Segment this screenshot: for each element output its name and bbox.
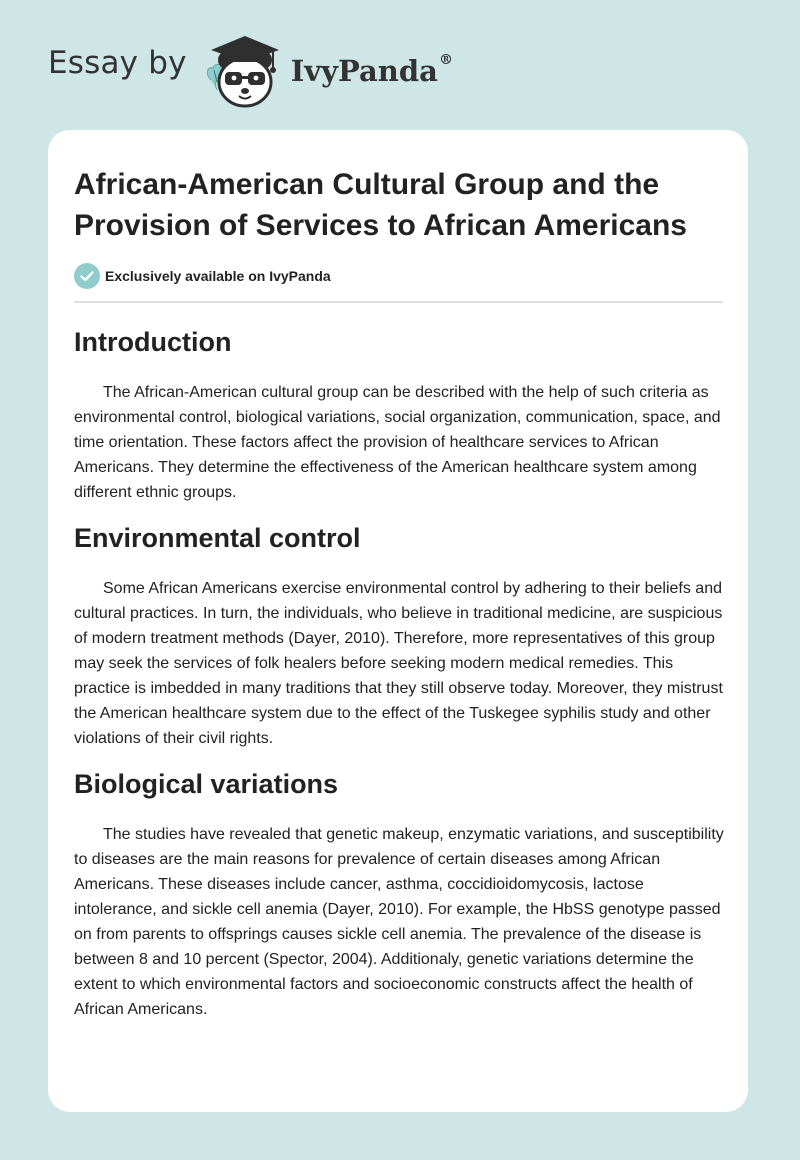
exclusive-badge [74, 263, 722, 289]
essay-card [48, 130, 748, 1112]
registered-mark: ® [438, 52, 453, 68]
essay-by-label: Essay by [48, 45, 187, 81]
section-heading-biological-variations: Biological variations [74, 769, 339, 799]
brand-text: IvyPanda [290, 54, 438, 88]
paragraph-introduction: The African-American cultural group can be described with the help of such criteria as environmental control, biological variations, social organization, communication, space, and time orientation. These factors affect the provision of healthcare services to African Americans. They determine the effectiveness of the American healthcare system among different ethnic groups. [74, 384, 721, 501]
panda-graduate-logo-icon[interactable] [201, 30, 287, 110]
paragraph-environmental-control: Some African Americans exercise environmental control by adhering to their beliefs and cultural practices. In turn, the individuals, who believe in traditional medicine, are suspicious of modern treatment methods (Dayer, 2010). Therefore, more representatives of this group may seek the services of folk healers before seeking modern medical remedies. This practice is imbedded in many traditions that they still observe today. Moreover, they mistrust the American healthcare system due to the effect of the Tuskegee syphilis study and other violations of their civil rights. [74, 580, 723, 747]
site-header [48, 30, 453, 110]
exclusive-badge-label: Exclusively available on IvyPanda [105, 268, 331, 284]
section-heading-environmental-control: Environmental control [74, 523, 361, 553]
paragraph-biological-variations: The studies have revealed that genetic makeup, enzymatic variations, and susceptibility to diseases are the main reasons for prevalence of certain diseases among African Americans. These diseases include cancer, asthma, coccidioidomycosis, lactose intolerance, and sickle cell anemia (Dayer, 2010). For example, the HbSS genotype passed on from parents to offsprings causes sickle cell anemia. The prevalence of the disease is between 8 and 10 percent (Spector, 2004). Additionaly, genetic variations determine the extent to which environmental factors and socioeconomic constructs affect the health of African Americans. [74, 826, 724, 1018]
check-circle-icon [74, 263, 100, 289]
section-heading-introduction: Introduction [74, 327, 232, 357]
title-divider [74, 301, 723, 303]
page-title: African-American Cultural Group and the Provision of Services to African Americans [74, 168, 687, 242]
brand-name[interactable] [291, 54, 453, 88]
